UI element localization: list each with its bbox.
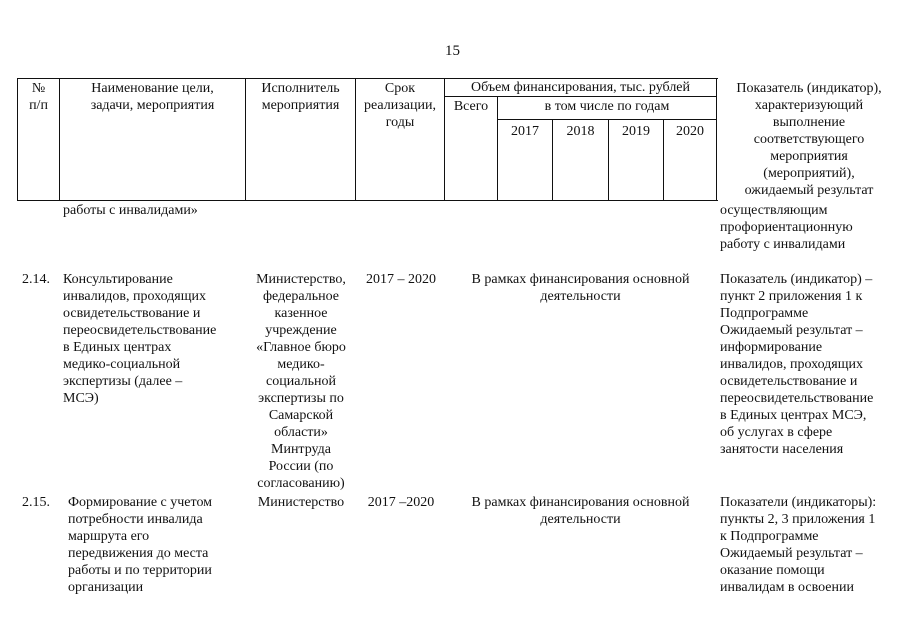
col-border (444, 78, 445, 201)
continuation-indicator: осуществляющим профориентационную работу с инвалидами (720, 203, 853, 252)
header-total: Всего (453, 99, 489, 114)
header-executor: Исполнитель мероприятия (261, 81, 340, 113)
row-term: 2017 –2020 (367, 495, 435, 510)
row-term: 2017 – 2020 (366, 272, 436, 287)
row-num: 2.14. (22, 272, 50, 287)
header-year: 2017 (511, 124, 539, 139)
header-name: Наименование цели, задачи, мероприятия (90, 81, 215, 113)
header-by-years: в том числе по годам (544, 99, 670, 114)
financing-subheader-line (444, 96, 716, 97)
row-financing: В рамках финансирования основной деятельности (471, 495, 690, 527)
row-name: Консультирование инвалидов, проходящих освидетельствование и переосвидетельствование в Единых центрах медико-социальной экспертизы (далее – МСЭ) (63, 272, 217, 406)
row-num: 2.15. (22, 495, 50, 510)
header-year: 2019 (622, 124, 650, 139)
row-executor: Министерство (257, 495, 345, 510)
header-num: № п/п (29, 81, 48, 113)
row-indicator: Показатели (индикаторы): пункты 2, 3 приложения 1 к Подпрограмме Ожидаемый результат – оказание помощи инвалидам в освоении (720, 495, 877, 595)
header-year: 2020 (676, 124, 704, 139)
row-executor: Министерство, федеральное казенное учреждение «Главное бюро медико- социальной экспертизы по Самарской области» Минтруда России (по согласованию) (256, 272, 346, 491)
row-financing: В рамках финансирования основной деятельности (471, 272, 690, 304)
header-indicator: Показатель (индикатор), характеризующий выполнение соответствующего мероприятия (мероприятий), ожидаемый результат (736, 81, 882, 198)
header-year: 2018 (566, 124, 595, 139)
header-financing: Объем финансирования, тыс. рублей (470, 80, 691, 95)
years-subheader-line (497, 119, 716, 120)
row-name: Формирование с учетом потребности инвалида маршрута его передвижения до места работы и по территории организации (68, 495, 213, 595)
row-indicator: Показатель (индикатор) – пункт 2 приложения 1 к Подпрограмме Ожидаемый результат – информирование инвалидов, проходящих освидетельствование и переосвидетельствование в Единых центрах МСЭ, об услугах в сфере занятости населения (720, 272, 874, 457)
continuation-name: работы с инвалидами» (63, 203, 198, 218)
page-number: 15 (445, 43, 460, 59)
header-term: Срок реализации, годы (364, 81, 436, 130)
header-bottom-border (17, 200, 718, 201)
